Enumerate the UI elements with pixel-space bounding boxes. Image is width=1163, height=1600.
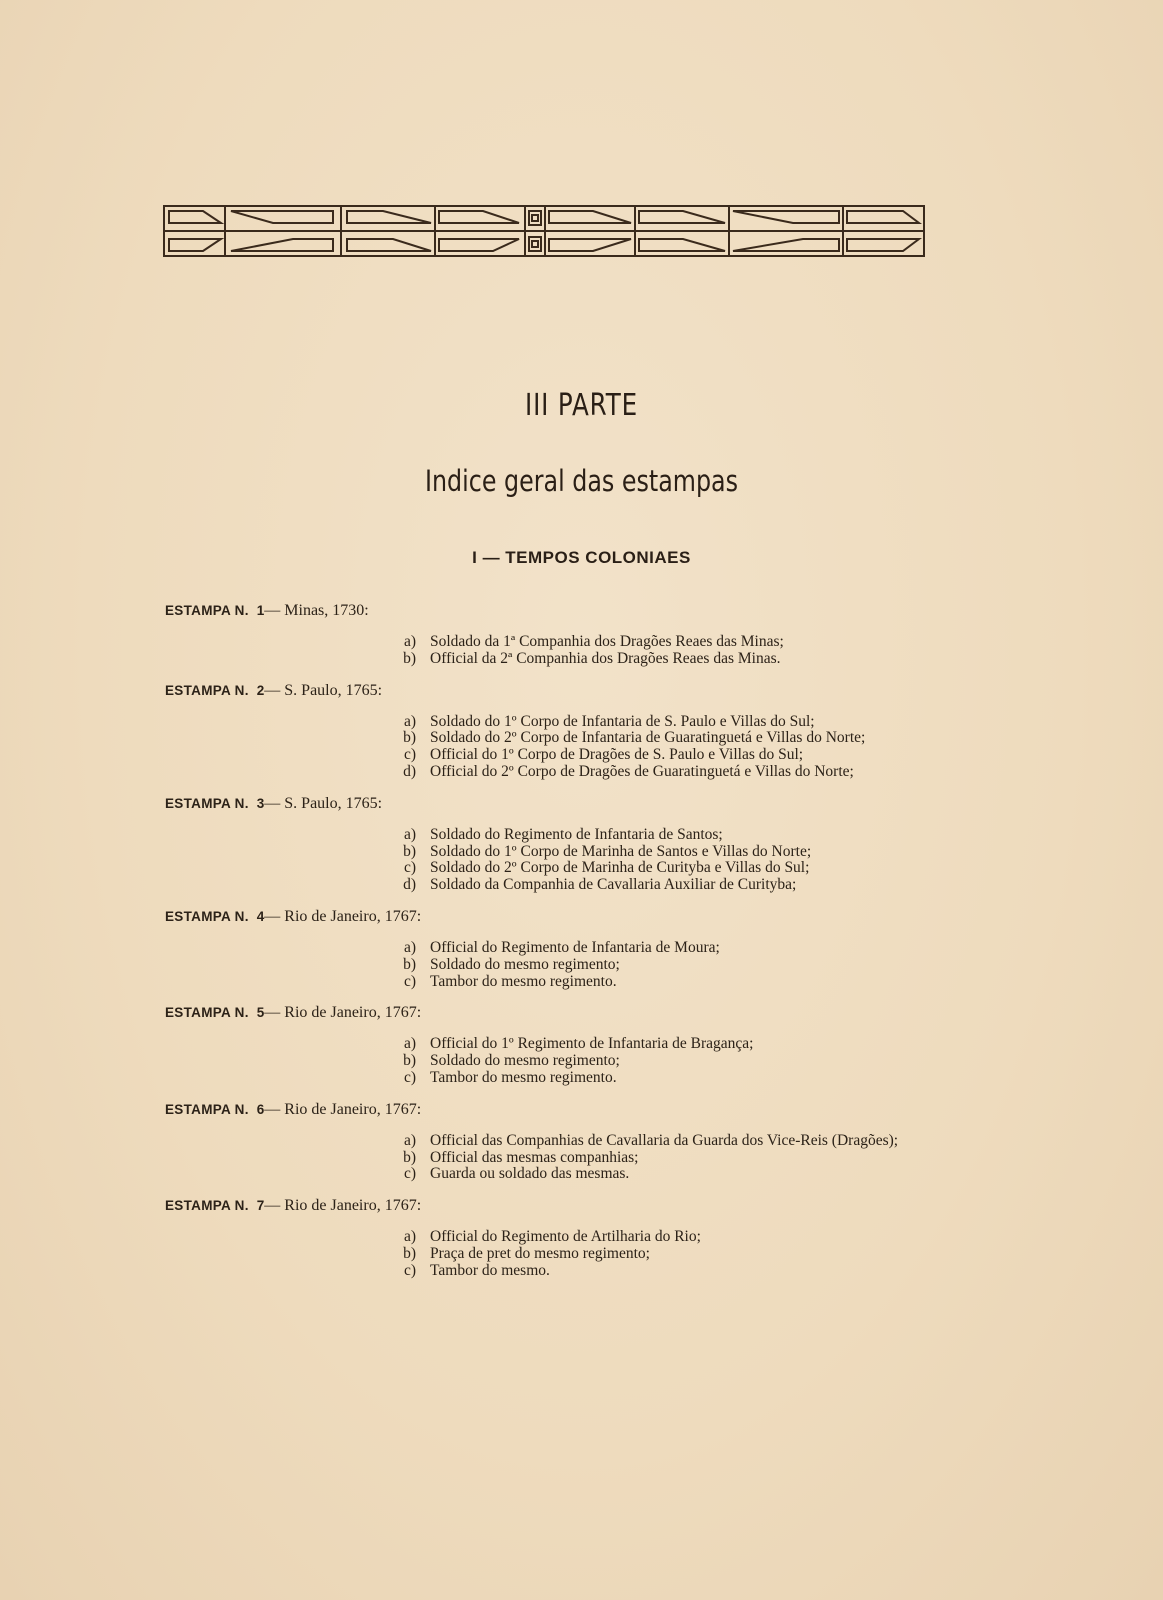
estampa-number: 3 (256, 795, 265, 811)
estampa-heading (165, 1101, 945, 1119)
estampa-heading (165, 682, 945, 700)
item-text: Tambor do mesmo regimento. (430, 1068, 617, 1086)
estampa-number: 4 (256, 908, 265, 924)
list-item (165, 730, 945, 747)
list-item (165, 877, 945, 894)
item-letter: c) (403, 1165, 416, 1183)
estampa-number: 5 (256, 1005, 265, 1021)
item-letter: b) (403, 1244, 416, 1262)
index-title: Indice geral das estampas (424, 464, 739, 498)
item-text: Soldado do 1º Corpo de Infantaria de S. Paulo e Villas do Sul; (430, 712, 815, 730)
item-text: Official da 2ª Companhia dos Dragões Reaes das Minas. (430, 649, 781, 667)
list-item (165, 1166, 945, 1183)
item-text: Official das Companhias de Cavallaria da Guarda dos Vice-Reis (Dragões); (430, 1131, 899, 1149)
list-item (165, 1263, 945, 1280)
estampa-number: 6 (256, 1101, 265, 1117)
list-item (165, 1070, 945, 1087)
item-text: Soldado da 1ª Companhia dos Dragões Reaes das Minas; (430, 633, 784, 650)
estampa-label: ESTAMPA N. (165, 908, 249, 924)
item-letter: a) (403, 1131, 416, 1149)
estampa-entry (165, 682, 945, 781)
estampa-number: 1 (256, 603, 265, 618)
estampa-heading (165, 1004, 945, 1022)
list-item (165, 651, 945, 668)
item-letter: c) (403, 1068, 416, 1086)
list-item (165, 714, 945, 731)
estampa-list (165, 602, 945, 1280)
item-letter: b) (403, 729, 416, 747)
item-letter: c) (403, 1261, 416, 1279)
estampa-number: 7 (256, 1198, 265, 1214)
estampa-place: — Rio de Janeiro, 1767: (264, 1004, 422, 1022)
estampa-label: ESTAMPA N. (165, 1101, 249, 1117)
estampa-entry (165, 908, 945, 990)
estampa-label: ESTAMPA N. (165, 1198, 249, 1214)
estampa-place: — Rio de Janeiro, 1767: (264, 1100, 422, 1118)
part-title: III PARTE (525, 388, 638, 423)
list-item (165, 1150, 945, 1167)
item-letter: b) (403, 842, 416, 860)
estampa-entry (165, 1101, 945, 1183)
estampa-place: — S. Paulo, 1765: (264, 681, 383, 699)
list-item (165, 747, 945, 764)
item-text: Official do 1º Corpo de Dragões de S. Paulo e Villas do Sul; (430, 746, 804, 764)
list-item (165, 634, 945, 651)
estampa-label: ESTAMPA N. (165, 795, 249, 811)
item-text: Tambor do mesmo regimento. (430, 972, 617, 990)
estampa-heading (165, 795, 945, 813)
item-letter: c) (403, 746, 416, 764)
item-text: Official do Regimento de Artilharia do Rio; (430, 1228, 701, 1246)
list-item (165, 1053, 945, 1070)
item-letter: a) (403, 633, 416, 650)
item-text: Soldado da Companhia de Cavallaria Auxiliar de Curityba; (430, 876, 797, 894)
item-letter: b) (403, 955, 416, 973)
item-text: Official do Regimento de Infantaria de Moura; (430, 938, 720, 956)
ornamental-border (163, 205, 925, 257)
estampa-label: ESTAMPA N. (165, 1005, 249, 1021)
estampa-entry (165, 795, 945, 894)
item-letter: a) (403, 825, 416, 843)
item-letter: b) (403, 1052, 416, 1070)
item-text: Official das mesmas companhias; (430, 1148, 639, 1166)
item-letter: d) (403, 762, 416, 780)
item-letter: c) (403, 972, 416, 990)
item-text: Tambor do mesmo. (430, 1261, 550, 1279)
item-letter: a) (403, 712, 416, 730)
estampa-label: ESTAMPA N. (165, 603, 249, 618)
section-title: I — TEMPOS COLONIAES (472, 548, 691, 567)
item-text: Soldado do mesmo regimento; (430, 955, 620, 973)
item-letter: d) (403, 876, 416, 894)
estampa-place: — Minas, 1730: (264, 602, 369, 619)
item-letter: c) (403, 859, 416, 877)
item-letter: a) (403, 1228, 416, 1246)
list-item (165, 974, 945, 991)
list-item (165, 844, 945, 861)
item-text: Official do 2º Corpo de Dragões de Guaratinguetá e Villas do Norte; (430, 762, 854, 780)
list-item (165, 1036, 945, 1053)
item-text: Soldado do Regimento de Infantaria de Santos; (430, 825, 723, 843)
item-text: Guarda ou soldado das mesmas. (430, 1165, 630, 1183)
item-text: Soldado do 1º Corpo de Marinha de Santos e Villas do Norte; (430, 842, 812, 860)
list-item (165, 860, 945, 877)
item-letter: b) (403, 1148, 416, 1166)
estampa-place: — S. Paulo, 1765: (264, 794, 383, 812)
item-text: Soldado do 2º Corpo de Infantaria de Guaratinguetá e Villas do Norte; (430, 729, 866, 747)
list-item (165, 1133, 945, 1150)
list-item (165, 957, 945, 974)
estampa-number: 2 (256, 682, 265, 698)
item-letter: a) (403, 1035, 416, 1053)
estampa-entry (165, 602, 945, 668)
item-letter: b) (403, 649, 416, 667)
estampa-place: — Rio de Janeiro, 1767: (264, 1197, 422, 1215)
estampa-entry (165, 1197, 945, 1279)
estampa-heading (165, 908, 945, 926)
list-item (165, 764, 945, 781)
list-item (165, 1229, 945, 1246)
item-text: Praça de pret do mesmo regimento; (430, 1244, 650, 1262)
item-text: Soldado do 2º Corpo de Marinha de Curityba e Villas do Sul; (430, 859, 810, 877)
estampa-place: — Rio de Janeiro, 1767: (264, 907, 422, 925)
estampa-heading (165, 602, 945, 620)
item-letter: a) (403, 938, 416, 956)
list-item (165, 940, 945, 957)
item-text: Soldado do mesmo regimento; (430, 1052, 620, 1070)
estampa-label: ESTAMPA N. (165, 682, 249, 698)
estampa-heading (165, 1197, 945, 1215)
estampa-entry (165, 1004, 945, 1086)
list-item (165, 1246, 945, 1263)
list-item (165, 827, 945, 844)
item-text: Official do 1º Regimento de Infantaria de Bragança; (430, 1035, 754, 1053)
